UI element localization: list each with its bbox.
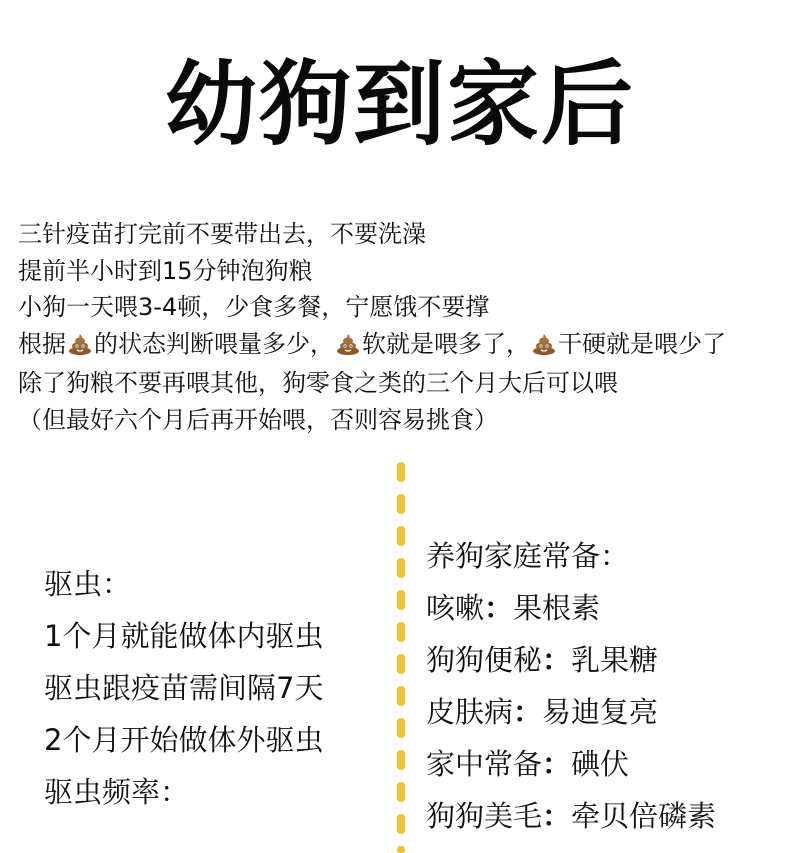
supply-label: 狗狗便秘 — [426, 643, 543, 677]
intro-line: 除了狗粮不要再喂其他，狗零食之类的三个月大后可以喂 — [18, 369, 618, 397]
supply-label: 皮肤病 — [426, 695, 514, 729]
supply-value: 果根素 — [513, 591, 601, 625]
intro-line: 小狗一天喂3-4顿，少食多餐，宁愿饿不要撑 — [18, 293, 490, 321]
supplies-section — [426, 530, 796, 842]
intro-text: 的状态判断喂量多少， — [94, 329, 334, 358]
supply-item — [426, 634, 796, 686]
deworm-item: 驱虫跟疫苗需间隔7天 — [44, 671, 324, 705]
supply-value: 易迪复亮 — [542, 695, 659, 729]
intro-line: 三针疫苗打完前不要带出去，不要洗澡 — [18, 220, 426, 248]
deworm-item: 驱虫频率： — [44, 775, 190, 809]
intro-line: （但最好六个月后再开始喂，否则容易挑食） — [18, 405, 498, 434]
supply-label: 家中常备 — [426, 747, 543, 781]
supply-item — [426, 582, 796, 634]
supply-sep: ： — [513, 695, 543, 729]
supply-value: 碘伏 — [571, 747, 630, 781]
supply-item — [426, 686, 796, 738]
supply-value: 牵贝倍磷素 — [571, 799, 717, 833]
supply-sep: ： — [484, 591, 514, 625]
deworm-item: 1个月就能做体内驱虫 — [44, 619, 324, 653]
intro-text: 根据 — [18, 329, 66, 358]
deworm-item: 2个月开始做体外驱虫 — [44, 723, 324, 757]
supply-sep: ： — [542, 747, 572, 781]
intro-text: 软就是喂多了， — [362, 329, 530, 358]
supply-item — [426, 790, 796, 842]
supply-sep: ： — [542, 799, 572, 833]
deworm-heading: 驱虫： — [44, 567, 132, 601]
supply-value: 乳果糖 — [571, 643, 659, 677]
supply-sep: ： — [542, 643, 572, 677]
intro-section — [18, 216, 788, 438]
poop-icon — [336, 329, 360, 366]
intro-line: 提前半小时到15分钟泡狗粮 — [18, 256, 313, 285]
dashed-divider — [396, 462, 406, 853]
page-title: 幼狗到家后 — [164, 51, 635, 158]
supply-label: 咳嗽 — [426, 591, 485, 625]
poop-icon — [68, 329, 92, 366]
supplies-heading: 养狗家庭常备： — [426, 539, 630, 573]
supply-item — [426, 738, 796, 790]
deworm-section — [44, 558, 384, 818]
intro-line-poop — [18, 326, 788, 366]
poop-icon — [532, 329, 556, 366]
intro-text: 干硬就是喂少了 — [558, 329, 726, 358]
supply-label: 狗狗美毛 — [426, 799, 543, 833]
